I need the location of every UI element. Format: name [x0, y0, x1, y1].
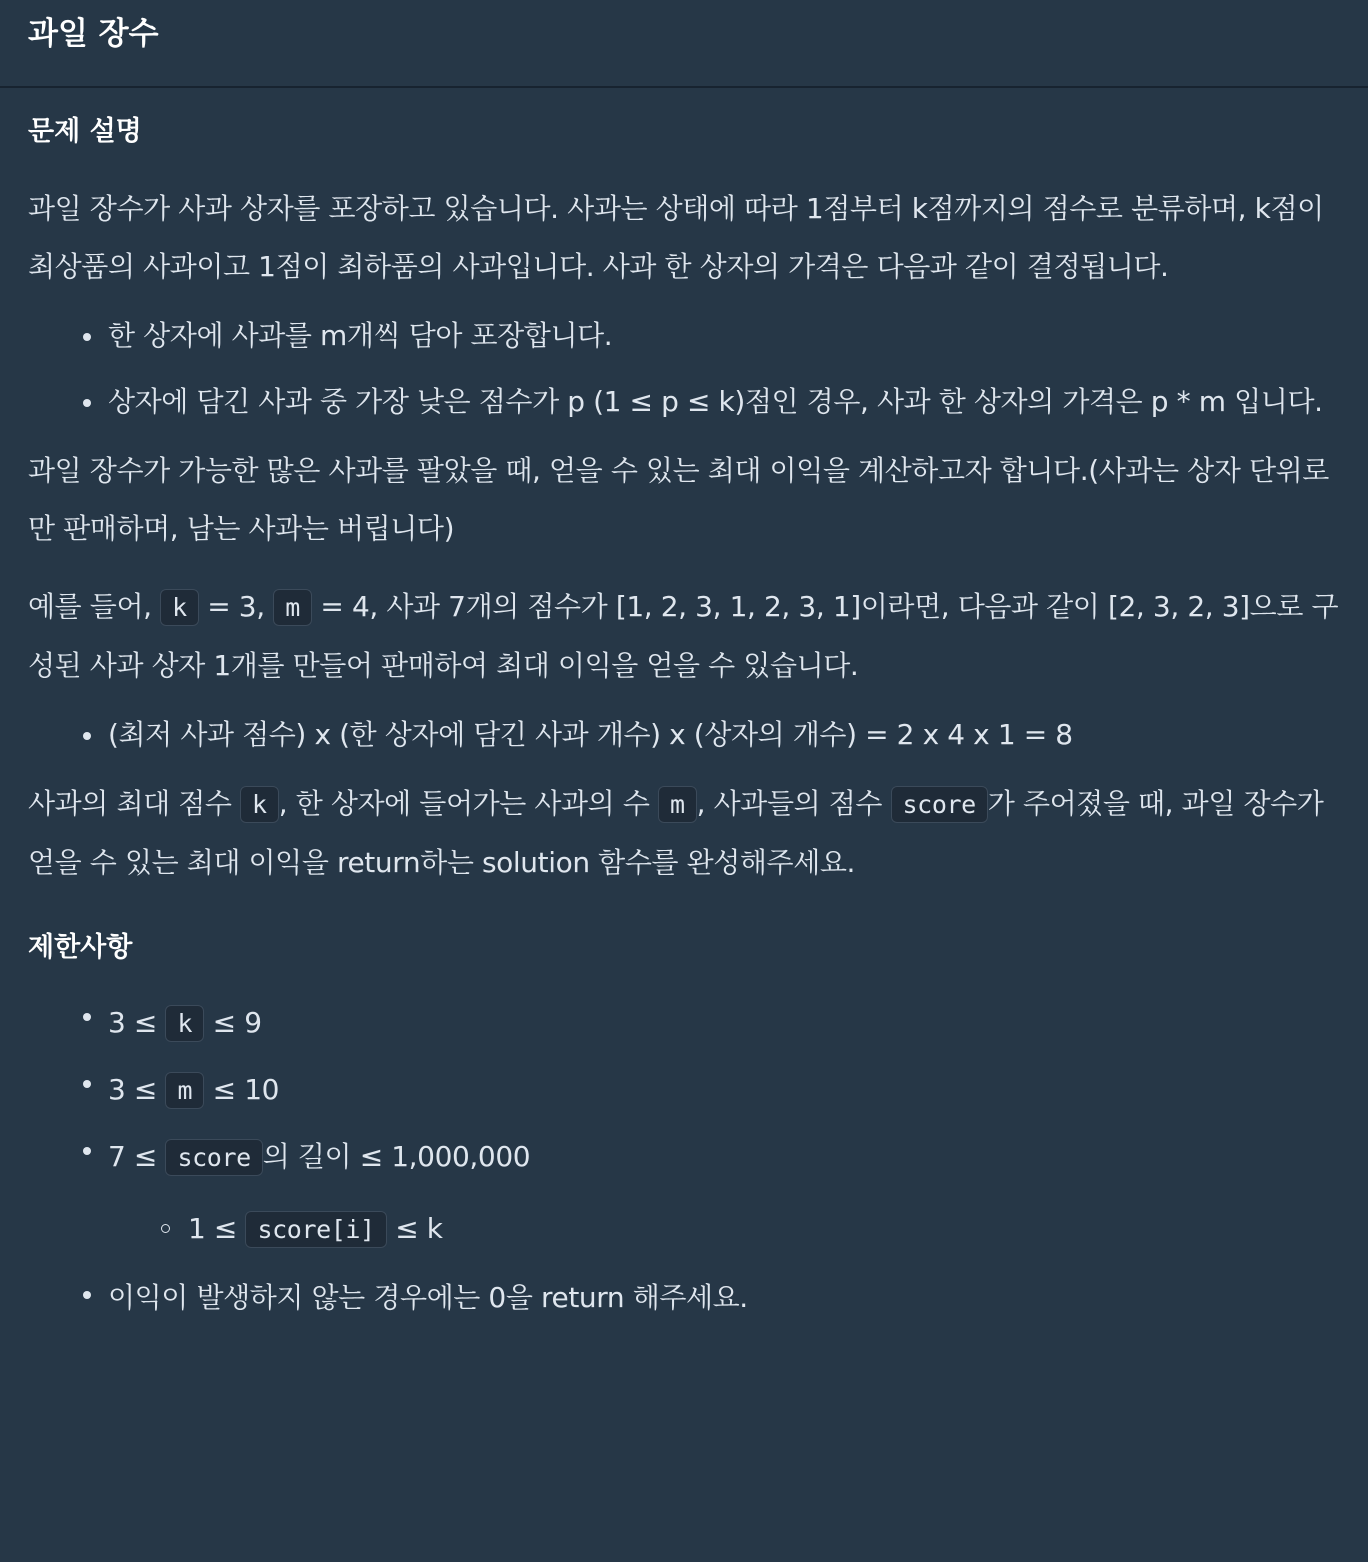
limit-score-pre: 7 ≤ — [108, 1140, 166, 1173]
limit-score-post: 의 길이 ≤ 1,000,000 — [262, 1140, 531, 1173]
limit-m — [28, 1057, 1340, 1124]
example-text-prefix: 예를 들어, — [28, 590, 161, 623]
example-formula-list — [28, 709, 1340, 761]
description-paragraph-1: 과일 장수가 사과 상자를 포장하고 있습니다. 사과는 상태에 따라 1점부터 k점까지의 점수로 분류하며, k점이 최상품의 사과이고 1점이 최하품의 사과입니다. 사과 한 상자의 가격은 다음과 같이 결정됩니다. — [28, 192, 1324, 283]
pricing-rule-2: 상자에 담긴 사과 중 가장 낮은 점수가 p (1 ≤ p ≤ k)점인 경우, 사과 한 상자의 가격은 p * m 입니다. — [28, 376, 1340, 428]
task-paragraph — [28, 775, 1340, 892]
problem-title-bar — [0, 0, 1368, 88]
code-score: score — [891, 786, 988, 823]
limit-score-value-post: ≤ k — [386, 1212, 443, 1245]
task-text-2: , 한 상자에 들어가는 사과의 수 — [278, 787, 658, 820]
limit-k-post: ≤ 9 — [204, 1006, 262, 1039]
example-paragraph — [28, 578, 1340, 695]
code-k: k — [165, 1005, 204, 1042]
limit-m-pre: 3 ≤ — [108, 1073, 166, 1106]
code-k: k — [160, 589, 199, 626]
example-text-suffix: = 4, 사과 7개의 점수가 [1, 2, 3, 1, 2, 3, 1]이라면, 다음과 같이 [2, 3, 2, 3]으로 구성된 사과 상자 1개를 만들어 판매하여 최대 이익을 얻을 수 있습니다. — [28, 590, 1339, 682]
example-text-mid: = 3, — [198, 590, 274, 623]
example-formula: (최저 사과 점수) x (한 상자에 담긴 사과 개수) x (상자의 개수) = 2 x 4 x 1 = 8 — [28, 709, 1340, 761]
problem-title: 과일 장수 — [28, 16, 159, 52]
code-m: m — [165, 1072, 204, 1109]
description-heading: 문제 설명 — [28, 116, 142, 147]
limit-no-profit: 이익이 발생하지 않는 경우에는 0을 return 해주세요. — [28, 1268, 1340, 1328]
limit-k — [28, 990, 1340, 1057]
task-text-4: 가 주어졌을 때, 과일 장수가 얻을 수 있는 최대 이익을 return하는 solution 함수를 완성해주세요. — [28, 787, 1324, 879]
limit-m-post: ≤ 10 — [204, 1073, 280, 1106]
task-text-1: 사과의 최대 점수 — [28, 787, 241, 820]
code-m: m — [273, 589, 312, 626]
limits-list — [28, 990, 1340, 1328]
code-score-i: score[i] — [245, 1211, 386, 1248]
limit-score-length — [28, 1124, 1340, 1260]
code-k: k — [240, 786, 279, 823]
pricing-rule-1: 한 상자에 사과를 m개씩 담아 포장합니다. — [28, 310, 1340, 362]
limit-score-value-pre: 1 ≤ — [188, 1212, 246, 1245]
problem-content — [0, 88, 1368, 1328]
limits-sublist — [108, 1199, 1340, 1260]
limit-score-value — [108, 1199, 1340, 1260]
pricing-rules-list — [28, 310, 1340, 428]
code-m: m — [658, 786, 697, 823]
code-score: score — [165, 1139, 262, 1176]
limits-heading: 제한사항 — [28, 932, 133, 963]
limit-k-pre: 3 ≤ — [108, 1006, 166, 1039]
description-body — [28, 180, 1340, 892]
description-paragraph-2: 과일 장수가 가능한 많은 사과를 팔았을 때, 얻을 수 있는 최대 이익을 계산하고자 합니다.(사과는 상자 단위로만 판매하며, 남는 사과는 버립니다) — [28, 454, 1329, 545]
task-text-3: , 사과들의 점수 — [696, 787, 891, 820]
